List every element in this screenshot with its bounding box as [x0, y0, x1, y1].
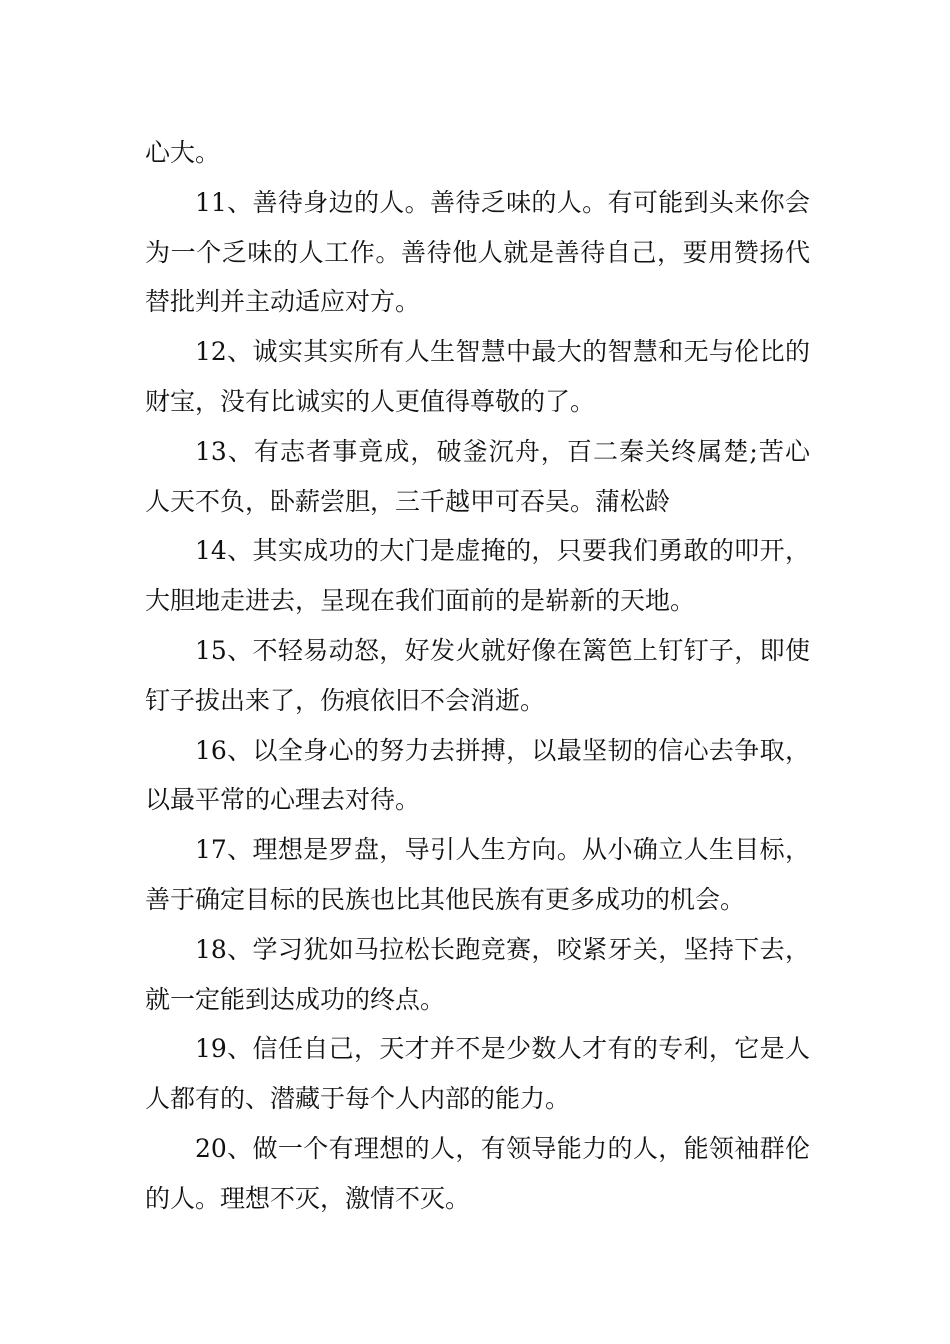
paragraph-14: 14、其实成功的大门是虚掩的，只要我们勇敢的叩开，大胆地走进去，呈现在我们面前的是崭新的天地。	[145, 536, 810, 616]
document-page	[145, 128, 810, 1224]
paragraph-18: 18、学习犹如马拉松长跑竞赛，咬紧牙关，坚持下去，就一定能到达成功的终点。	[145, 934, 810, 1014]
paragraph-17: 17、理想是罗盘，导引人生方向。从小确立人生目标，善于确定目标的民族也比其他民族有更多成功的机会。	[145, 835, 810, 914]
paragraph-19: 19、信任自己，天才并不是少数人才有的专利，它是人人都有的、潜藏于每个人内部的能力。	[145, 1034, 810, 1114]
paragraph-11: 11、善待身边的人。善待乏味的人。有可能到头来你会为一个乏味的人工作。善待他人就是善待自己，要用赞扬代替批判并主动适应对方。	[145, 187, 810, 317]
paragraph-20: 20、做一个有理想的人，有领导能力的人，能领袖群伦的人。理想不灭，激情不灭。	[145, 1133, 810, 1213]
paragraph-continuation: 心大。	[145, 138, 221, 167]
paragraph-13: 13、有志者事竟成，破釜沉舟，百二秦关终属楚;苦心人天不负，卧薪尝胆，三千越甲可吞吴。蒲松龄	[145, 436, 810, 516]
paragraph-15: 15、不轻易动怒，好发火就好像在篱笆上钉钉子，即使钉子拔出来了，伤痕依旧不会消逝。	[145, 635, 810, 715]
paragraph-16: 16、以全身心的努力去拼搏，以最坚韧的信心去争取，以最平常的心理去对待。	[145, 735, 810, 815]
paragraph-12: 12、诚实其实所有人生智慧中最大的智慧和无与伦比的财宝，没有比诚实的人更值得尊敬的了。	[145, 337, 810, 416]
